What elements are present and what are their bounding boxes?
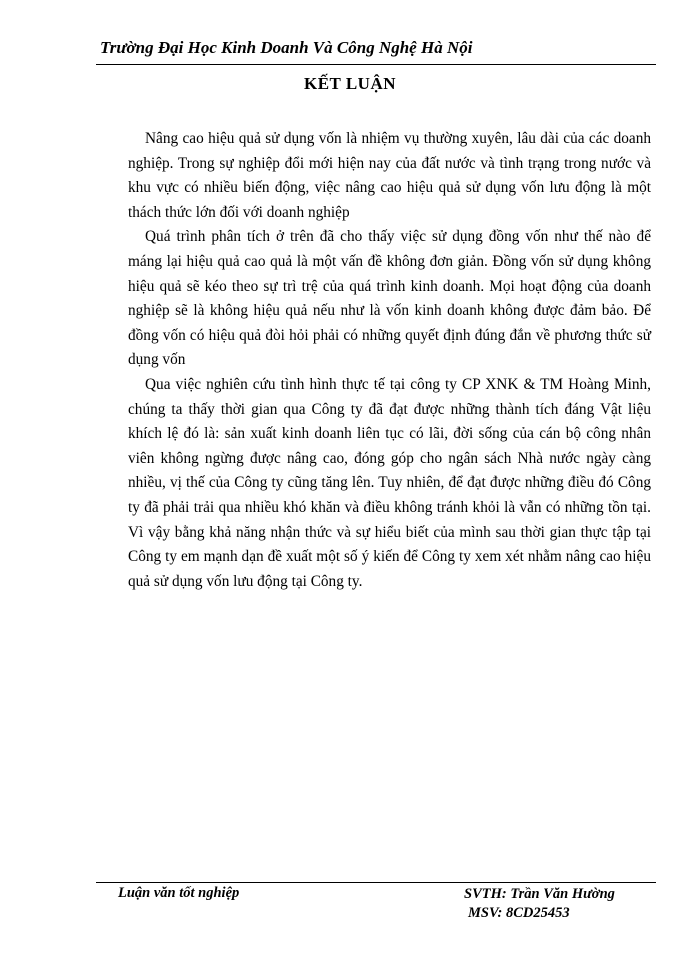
document-body — [128, 127, 651, 594]
header-divider — [96, 64, 656, 65]
page-title: KẾT LUẬN — [303, 74, 396, 93]
paragraph-2: Quá trình phân tích ở trên đã cho thấy việc sử dụng đồng vốn như thế nào để máng lại hiệu quả cao quả là một vấn đề không đơn giản. Đồng vốn sử dụng không hiệu quả sẽ kéo theo sự trì trệ của quá trình kinh doanh. Mọi hoạt động của doanh nghiệp sẽ là không hiệu quả nếu như là vốn kinh doanh không được đảm bảo. Để đồng vốn có hiệu quả đòi hỏi phải có những quyết định đúng đắn về phương thức sử dụng vốn — [128, 228, 651, 369]
footer-student-id: MSV: 8CD25453 — [468, 905, 570, 921]
footer-divider — [96, 882, 656, 883]
footer-document-type: Luận văn tốt nghiệp — [118, 885, 240, 901]
page-header-school: Trường Đại Học Kinh Doanh Và Công Nghệ Hà Nội — [100, 38, 473, 57]
paragraph-3: Qua việc nghiên cứu tình hình thực tế tại công ty CP XNK & TM Hoàng Minh, chúng ta thấy thời gian qua Công ty đã đạt được những thành tích đáng Vật liệu khích lệ đó là: sản xuất kinh doanh liên tục có lãi, đời sống của cán bộ công nhân viên không ngừng được nâng cao, đóng góp cho ngân sách Nhà nước ngày càng nhiều, vị thế của Công ty cũng tăng lên. Tuy nhiên, để đạt được những điều đó Công ty đã phải trải qua nhiều khó khăn và điều không tránh khỏi là vẫn có những tồn tại. Vì vậy bằng khả năng nhận thức và sự hiểu biết của mình sau thời gian thực tập tại Công ty em mạnh dạn đề xuất một số ý kiến để Công ty xem xét nhằm nâng cao hiệu quả sử dụng vốn lưu động tại Công ty. — [128, 375, 651, 590]
paragraph-1: Nâng cao hiệu quả sử dụng vốn là nhiệm vụ thường xuyên, lâu dài của các doanh nghiệp. Trong sự nghiệp đổi mới hiện nay của đất nước và tình trạng trong nước và khu vực có nhiều biến động, việc nâng cao hiệu quả sử dụng vốn lưu động là một thách thức lớn đối với doanh nghiệp — [128, 130, 651, 221]
footer-student-info — [464, 885, 615, 923]
footer-author: SVTH: Trần Văn Hường — [464, 886, 615, 902]
